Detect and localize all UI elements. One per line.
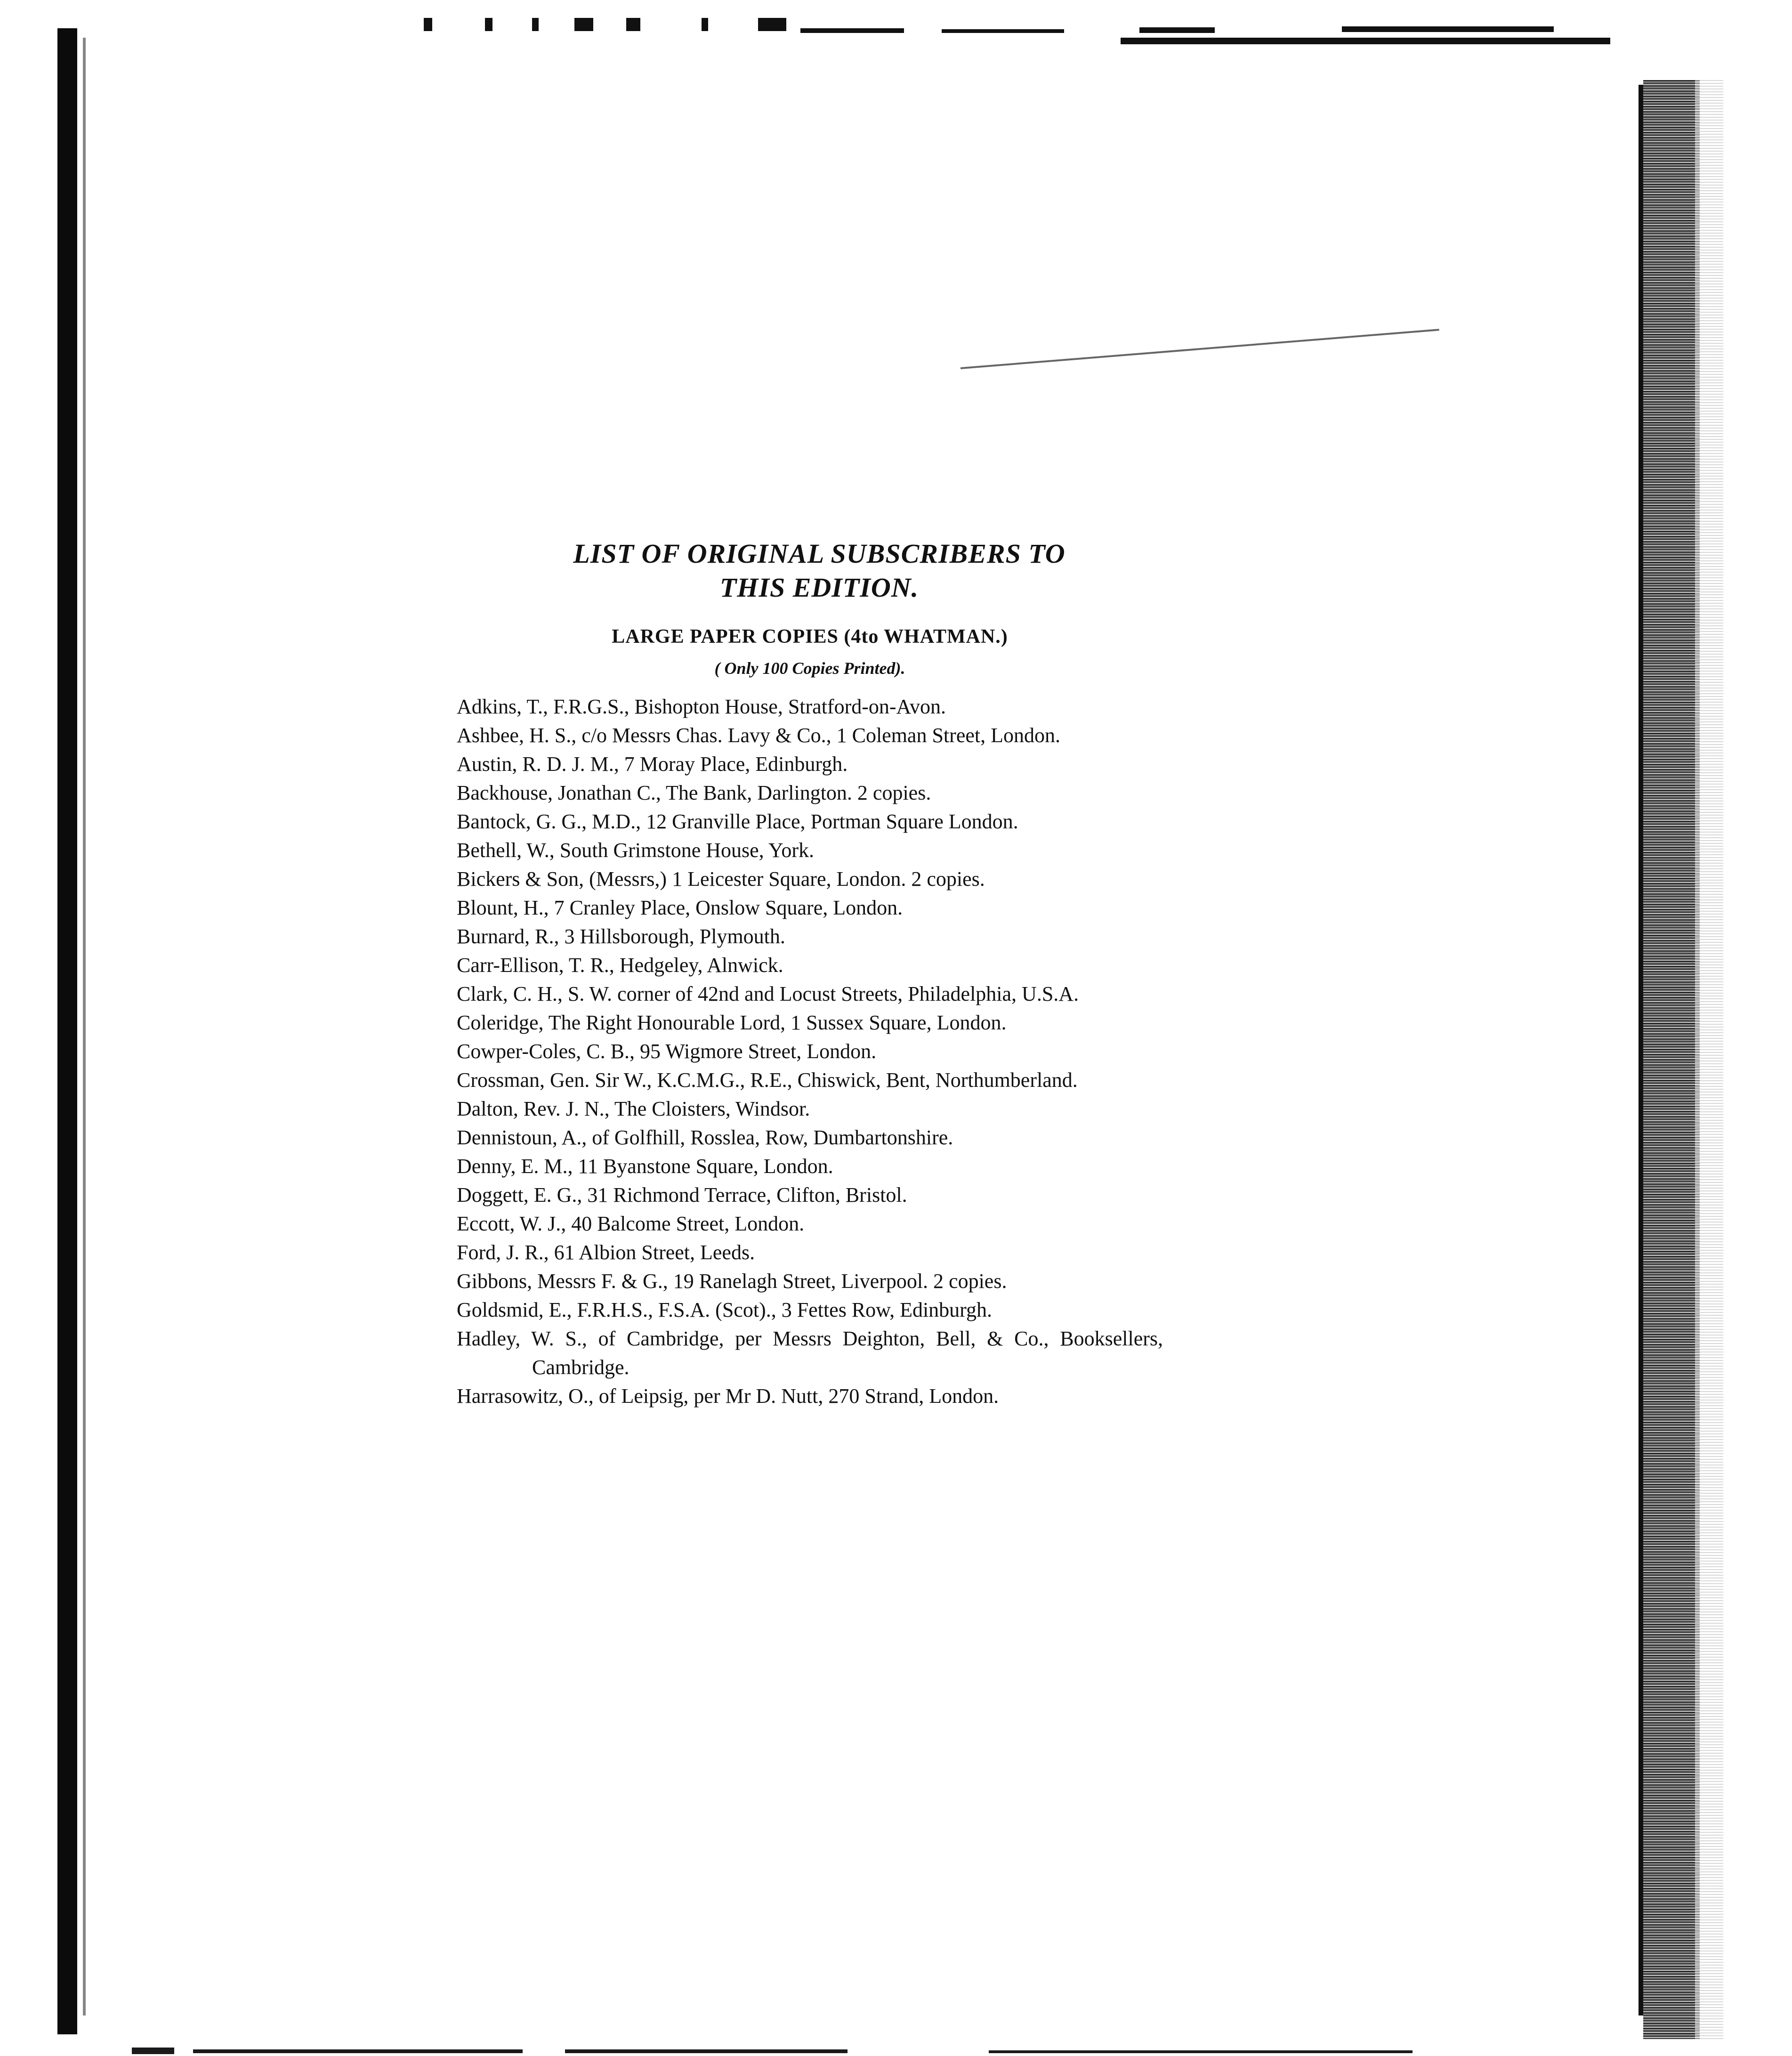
list-item: Harrasowitz, O., of Leipsig, per Mr D. Nutt, 270 Strand, London. [457, 1384, 999, 1408]
list-item: Eccott, W. J., 40 Balcome Street, London. [457, 1212, 805, 1235]
scan-artifact [485, 18, 492, 31]
list-item: Denny, E. M., 11 Byanstone Square, London. [457, 1155, 833, 1178]
scan-artifact [532, 18, 539, 31]
scan-artifact [424, 18, 432, 31]
scan-artifact [1139, 27, 1215, 33]
scan-artifact [702, 18, 708, 31]
page-title [457, 537, 1163, 605]
list-item: Crossman, Gen. Sir W., K.C.M.G., R.E., Chiswick, Bent, Northumberland. [457, 1068, 1078, 1092]
list-item: Hadley, W. S., of Cambridge, per Messrs Deighton, Bell, & Co., Booksellers, Cambridge. [457, 1327, 1163, 1379]
list-item: Austin, R. D. J. M., 7 Moray Place, Edinburgh. [457, 753, 848, 776]
list-item: Clark, C. H., S. W. corner of 42nd and Locust Streets, Philadelphia, U.S.A. [457, 982, 1079, 1005]
list-item: Goldsmid, E., F.R.H.S., F.S.A. (Scot)., 3 Fettes Row, Edinburgh. [457, 1298, 993, 1321]
scan-artifact [1342, 26, 1554, 32]
list-item: Dennistoun, A., of Golfhill, Rosslea, Row, Dumbartonshire. [457, 1126, 953, 1149]
bottom-border [989, 2050, 1413, 2053]
subscriber-list [457, 692, 1163, 1410]
page-edge-right [1643, 80, 1700, 2039]
list-item: Ashbee, H. S., c/o Messrs Chas. Lavy & Co., 1 Coleman Street, London. [457, 724, 1060, 747]
bottom-border [132, 2048, 174, 2054]
top-border [1121, 38, 1610, 44]
list-item: Burnard, R., 3 Hillsborough, Plymouth. [457, 925, 785, 948]
list-item: Blount, H., 7 Cranley Place, Onslow Square, London. [457, 896, 903, 919]
list-item: Ford, J. R., 61 Albion Street, Leeds. [457, 1241, 755, 1264]
list-item: Bethell, W., South Grimstone House, York. [457, 839, 815, 862]
list-item: Backhouse, Jonathan C., The Bank, Darlington. 2 copies. [457, 781, 931, 804]
paper-crease-line [961, 329, 1439, 369]
bottom-border [193, 2049, 523, 2053]
copies-note: ( Only 100 Copies Printed). [714, 659, 905, 678]
scan-artifact [626, 18, 640, 31]
page-edge-right-fade [1695, 80, 1723, 2039]
list-item: Doggett, E. G., 31 Richmond Terrace, Clifton, Bristol. [457, 1183, 907, 1206]
list-item: Coleridge, The Right Honourable Lord, 1 Sussex Square, London. [457, 1011, 1007, 1034]
list-item: Dalton, Rev. J. N., The Cloisters, Windsor. [457, 1097, 810, 1120]
scan-artifact [574, 18, 593, 31]
binding-edge-left [57, 28, 77, 2034]
edition-subtitle: LARGE PAPER COPIES (4to WHATMAN.) [612, 626, 1008, 648]
scan-artifact [942, 29, 1064, 33]
list-item: Adkins, T., F.R.G.S., Bishopton House, Stratford-on-Avon. [457, 695, 946, 718]
list-item: Cowper-Coles, C. B., 95 Wigmore Street, London. [457, 1040, 877, 1063]
title-line-2: THIS EDITION. [719, 572, 919, 603]
list-item: Carr-Ellison, T. R., Hedgeley, Alnwick. [457, 954, 783, 977]
title-line-1: LIST OF ORIGINAL SUBSCRIBERS TO [573, 538, 1066, 569]
list-item: Gibbons, Messrs F. & G., 19 Ranelagh Street, Liverpool. 2 copies. [457, 1270, 1007, 1293]
list-item: Bickers & Son, (Messrs,) 1 Leicester Square, London. 2 copies. [457, 867, 985, 890]
list-item: Bantock, G. G., M.D., 12 Granville Place, Portman Square London. [457, 810, 1018, 833]
subscriber-list-section [457, 537, 1163, 1410]
scan-artifact [800, 28, 904, 33]
binding-edge-shadow [83, 38, 86, 2016]
scan-artifact [758, 18, 786, 31]
bottom-border [565, 2049, 848, 2053]
